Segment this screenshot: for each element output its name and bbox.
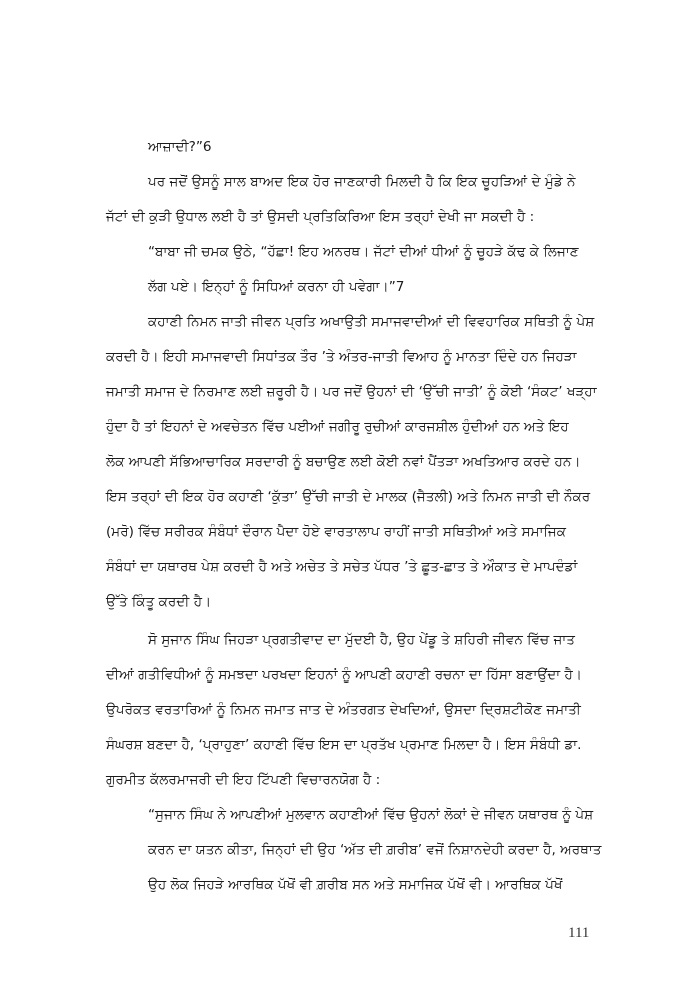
text-line: ਹੁੰਦਾ ਹੈ ਤਾਂ ਇਹਨਾਂ ਦੇ ਅਵਚੇਤਨ ਵਿੱਚ ਪਈਆਂ ਜਗੀਰੂ ਰੁਚੀਆਂ ਕਾਰਜਸ਼ੀਲ ਹੁੰਦੀਆਂ ਹਨ ਅਤੇ ਇਹ — [106, 419, 569, 435]
text-line: ਜਮਾਤੀ ਸਮਾਜ ਦੇ ਨਿਰਮਾਣ ਲਈ ਜ਼ਰੂਰੀ ਹੈ। ਪਰ ਜਦੋਂ ਉਹਨਾਂ ਦੀ ‘ਉੱਚੀ ਜਾਤੀ’ ਨੂੰ ਕੋਈ ‘ਸੰਕਟ’ ਖੜ੍ਹਾ — [106, 384, 597, 400]
text-line: ਆਜ਼ਾਦੀ?”6 — [148, 139, 212, 155]
text-line: ਉੱਤੇ ਕਿੰਤੂ ਕਰਦੀ ਹੈ। — [106, 594, 212, 610]
text-line: ਲੱਗ ਪਏ। ਇਨ੍ਹਾਂ ਨੂੰ ਸਿਧਿਆਂ ਕਰਨਾ ਹੀ ਪਵੇਗਾ।”7 — [148, 279, 405, 295]
text-line: ਇਸ ਤਰ੍ਹਾਂ ਦੀ ਇਕ ਹੋਰ ਕਹਾਣੀ ‘ਕੁੱਤਾ’ ਉੱਚੀ ਜਾਤੀ ਦੇ ਮਾਲਕ (ਜੈਤਲੀ) ਅਤੇ ਨਿਮਨ ਜਾਤੀ ਦੀ ਨੌਕਰ — [106, 489, 591, 505]
text-line: ਕਰਨ ਦਾ ਯਤਨ ਕੀਤਾ, ਜਿਨ੍ਹਾਂ ਦੀ ਉਹ ‘ਅੱਤ ਦੀ ਗ਼ਰੀਬ’ ਵਜੋਂ ਨਿਸ਼ਾਨਦੇਹੀ ਕਰਦਾ ਹੈ, ਅਰਥਾਤ — [148, 842, 602, 858]
text-line: ਉਪਰੋਕਤ ਵਰਤਾਰਿਆਂ ਨੂੰ ਨਿਮਨ ਜਮਾਤ ਜਾਤ ਦੇ ਅੰਤਰਗਤ ਦੇਖਦਿਆਂ, ਉਸਦਾ ਦ੍ਰਿਸ਼ਟੀਕੋਣ ਜਮਾਤੀ — [106, 702, 581, 718]
text-line: ਪਰ ਜਦੋਂ ਉਸਨੂੰ ਸਾਲ ਬਾਅਦ ਇਕ ਹੋਰ ਜਾਣਕਾਰੀ ਮਿਲਦੀ ਹੈ ਕਿ ਇਕ ਚੂਹੜਿਆਂ ਦੇ ਮੁੰਡੇ ਨੇ — [148, 174, 576, 190]
text-line: (ਮਰੋ) ਵਿੱਚ ਸਰੀਰਕ ਸੰਬੰਧਾਂ ਦੌਰਾਨ ਪੈਦਾ ਹੋਏ ਵਾਰਤਾਲਾਪ ਰਾਹੀਂ ਜਾਤੀ ਸਥਿਤੀਆਂ ਅਤੇ ਸਮਾਜਿਕ — [106, 524, 566, 540]
text-line: ਸੰਘਰਸ਼ ਬਣਦਾ ਹੈ, ‘ਪ੍ਰਾਹੁਣਾ’ ਕਹਾਣੀ ਵਿੱਚ ਇਸ ਦਾ ਪ੍ਰਤੱਖ ਪ੍ਰਮਾਣ ਮਿਲਦਾ ਹੈ। ਇਸ ਸੰਬੰਧੀ ਡਾ. — [106, 737, 582, 753]
text-line: ਗੁਰਮੀਤ ਕੱਲਰਮਾਜਰੀ ਦੀ ਇਹ ਟਿੱਪਣੀ ਵਿਚਾਰਨਯੋਗ ਹੈ : — [106, 772, 381, 788]
text-line: ਲੋਕ ਆਪਣੀ ਸੱਭਿਆਚਾਰਿਕ ਸਰਦਾਰੀ ਨੂੰ ਬਚਾਉਣ ਲਈ ਕੋਈ ਨਵਾਂ ਪੈਂਤੜਾ ਅਖਤਿਆਰ ਕਰਦੇ ਹਨ। — [106, 454, 581, 470]
text-line: ਉਹ ਲੋਕ ਜਿਹੜੇ ਆਰਥਿਕ ਪੱਖੋਂ ਵੀ ਗ਼ਰੀਬ ਸਨ ਅਤੇ ਸਮਾਜਿਕ ਪੱਖੋਂ ਵੀ। ਆਰਥਿਕ ਪੱਖੋਂ — [148, 877, 563, 893]
text-line: “ਸੁਜਾਨ ਸਿੰਘ ਨੇ ਆਪਣੀਆਂ ਮੁਲਵਾਨ ਕਹਾਣੀਆਂ ਵਿੱਚ ਉਹਨਾਂ ਲੋਕਾਂ ਦੇ ਜੀਵਨ ਯਥਾਰਥ ਨੂੰ ਪੇਸ਼ — [148, 807, 594, 823]
page-number: 111 — [568, 925, 590, 941]
text-line: ਜੱਟਾਂ ਦੀ ਕੁੜੀ ਉਧਾਲ ਲਈ ਹੈ ਤਾਂ ਉਸਦੀ ਪ੍ਰਤਿਕਿਰਿਆ ਇਸ ਤਰ੍ਹਾਂ ਦੇਖੀ ਜਾ ਸਕਦੀ ਹੈ : — [106, 209, 535, 225]
text-line: ਕਹਾਣੀ ਨਿਮਨ ਜਾਤੀ ਜੀਵਨ ਪ੍ਰਤਿ ਅਖਾਉਤੀ ਸਮਾਜਵਾਦੀਆਂ ਦੀ ਵਿਵਹਾਰਿਕ ਸਥਿਤੀ ਨੂੰ ਪੇਸ਼ — [148, 314, 595, 330]
text-line: ਦੀਆਂ ਗਤੀਵਿਧੀਆਂ ਨੂੰ ਸਮਝਦਾ ਪਰਖਦਾ ਇਹਨਾਂ ਨੂੰ ਆਪਣੀ ਕਹਾਣੀ ਰਚਨਾ ਦਾ ਹਿੱਸਾ ਬਣਾਉਂਦਾ ਹੈ। — [106, 667, 582, 683]
text-line: ਸੋ ਸੁਜਾਨ ਸਿੰਘ ਜਿਹੜਾ ਪ੍ਰਗਤੀਵਾਦ ਦਾ ਮੁੱਦਈ ਹੈ, ਉਹ ਪੇਂਡੂ ਤੇ ਸ਼ਹਿਰੀ ਜੀਵਨ ਵਿੱਚ ਜਾਤ — [148, 632, 575, 648]
text-line: ਕਰਦੀ ਹੈ। ਇਹੀ ਸਮਾਜਵਾਦੀ ਸਿਧਾਂਤਕ ਤੌਰ ’ਤੇ ਅੰਤਰ-ਜਾਤੀ ਵਿਆਹ ਨੂੰ ਮਾਨਤਾ ਦਿੰਦੇ ਹਨ ਜਿਹੜਾ — [106, 349, 577, 365]
text-line: ਸੰਬੰਧਾਂ ਦਾ ਯਥਾਰਥ ਪੇਸ਼ ਕਰਦੀ ਹੈ ਅਤੇ ਅਚੇਤ ਤੇ ਸਚੇਤ ਪੱਧਰ ’ਤੇ ਛੂਤ-ਛਾਤ ਤੇ ਔਕਾਤ ਦੇ ਮਾਪਦੰਡਾਂ — [106, 559, 578, 575]
text-line: “ਬਾਬਾ ਜੀ ਚਮਕ ਉਠੇ, “ਹੱਛਾ! ਇਹ ਅਨਰਥ। ਜੱਟਾਂ ਦੀਆਂ ਧੀਆਂ ਨੂੰ ਚੂਹੜੇ ਕੱਢ ਕੇ ਲਿਜਾਣ — [148, 244, 579, 260]
